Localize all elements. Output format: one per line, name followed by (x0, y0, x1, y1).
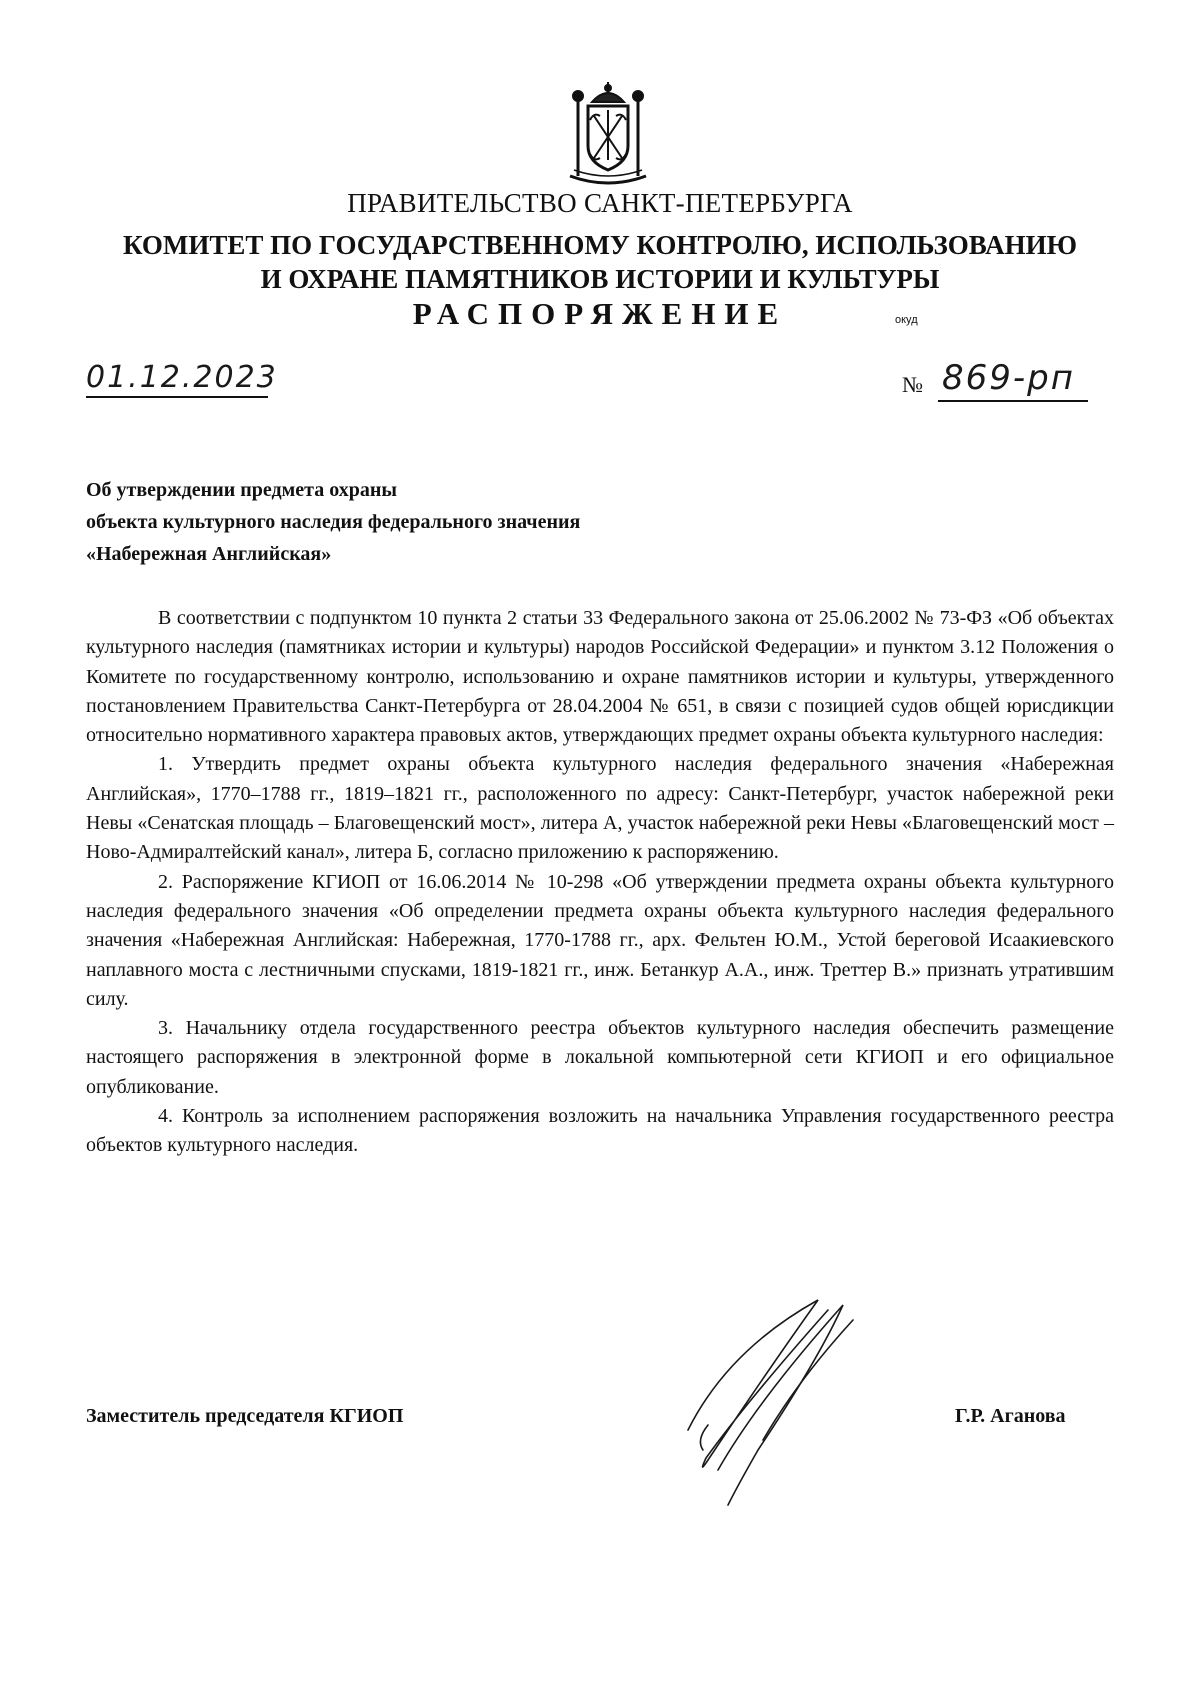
government-heading: ПРАВИТЕЛЬСТВО САНКТ-ПЕТЕРБУРГА (347, 188, 853, 218)
order-item-1: 1. Утвердить предмет охраны объекта культурного наследия федерального значения «Набережная Английская», 1770–1788 гг., 1819–1821 гг., расположенного по адресу: Санкт-Петербург, участок набережной реки Невы «Сенатская площадь – Благовещенский мост», литера А, участок набережной реки Невы «Благовещенский мост – Ново-Адмиралтейский канал», литера Б, согласно приложению к распоряжению. (86, 753, 1114, 864)
document-type-title: РАСПОРЯЖЕНИЕ (412, 296, 788, 331)
signer-position: Заместитель председателя КГИОП (86, 1405, 404, 1427)
committee-heading (0, 228, 1200, 296)
committee-heading-line-2: И ОХРАНЕ ПАМЯТНИКОВ ИСТОРИИ И КУЛЬТУРЫ (260, 264, 940, 294)
subject-line-1: Об утверждении предмета охраны (86, 479, 397, 501)
subject-line-2: объекта культурного наследия федерального значения (86, 511, 581, 533)
preamble-paragraph: В соответствии с подпунктом 10 пункта 2 статьи 33 Федерального закона от 25.06.2002 № 73-ФЗ «Об объектах культурного наследия (памятниках истории и культуры) народов Российской Федерации» и пунктом 3.12 Положения о Комитете по государственному контролю, использованию и охране памятников истории и культуры, утвержденного постановлением Правительства Санкт-Петербурга от 28.04.2004 № 651, в связи с позицией судов общей юрисдикции относительно нормативного характера правовых актов, утверждающих предмет охраны объекта культурного наследия: (86, 607, 1114, 747)
registration-date: 01.12.2023 (86, 360, 278, 395)
number-sign: № (902, 372, 923, 397)
number-underline (938, 400, 1088, 402)
okud-label: окуд (895, 314, 918, 326)
order-item-3: 3. Начальнику отдела государственного реестра объектов культурного наследия обеспечить размещение настоящего распоряжения в электронной форме в локальной компьютерной сети КГИОП и его официальное опубликование. (86, 1017, 1114, 1098)
order-item-4: 4. Контроль за исполнением распоряжения возложить на начальника Управления государственного реестра объектов культурного наследия. (86, 1105, 1114, 1157)
registration-number-field (902, 358, 1092, 406)
committee-heading-line-1: КОМИТЕТ ПО ГОСУДАРСТВЕННОМУ КОНТРОЛЮ, ИСПОЛЬЗОВАНИЮ (123, 230, 1077, 260)
handwritten-signature (668, 1290, 898, 1520)
document-body (86, 604, 1114, 1161)
coat-of-arms-emblem (560, 80, 656, 190)
order-item-2: 2. Распоряжение КГИОП от 16.06.2014 № 10-298 «Об утверждении предмета охраны объекта культурного наследия федерального значения «Об определении предмета охраны объекта культурного наследия федерального значения «Набережная Английская: Набережная, 1770-1788 гг., арх. Фельтен Ю.М., Устой береговой Исаакиевского наплавного моста с лестничными спусками, 1819-1821 гг., инж. Бетанкур А.А., инж. Треттер В.» признать утратившим силу. (86, 870, 1114, 1010)
registration-number: 869-рп (942, 358, 1075, 398)
document-subject (86, 474, 726, 570)
date-underline (86, 396, 268, 398)
registration-date-field (86, 360, 278, 400)
subject-line-3: «Набережная Английская» (86, 543, 332, 565)
signer-name: Г.Р. Аганова (955, 1405, 1066, 1427)
